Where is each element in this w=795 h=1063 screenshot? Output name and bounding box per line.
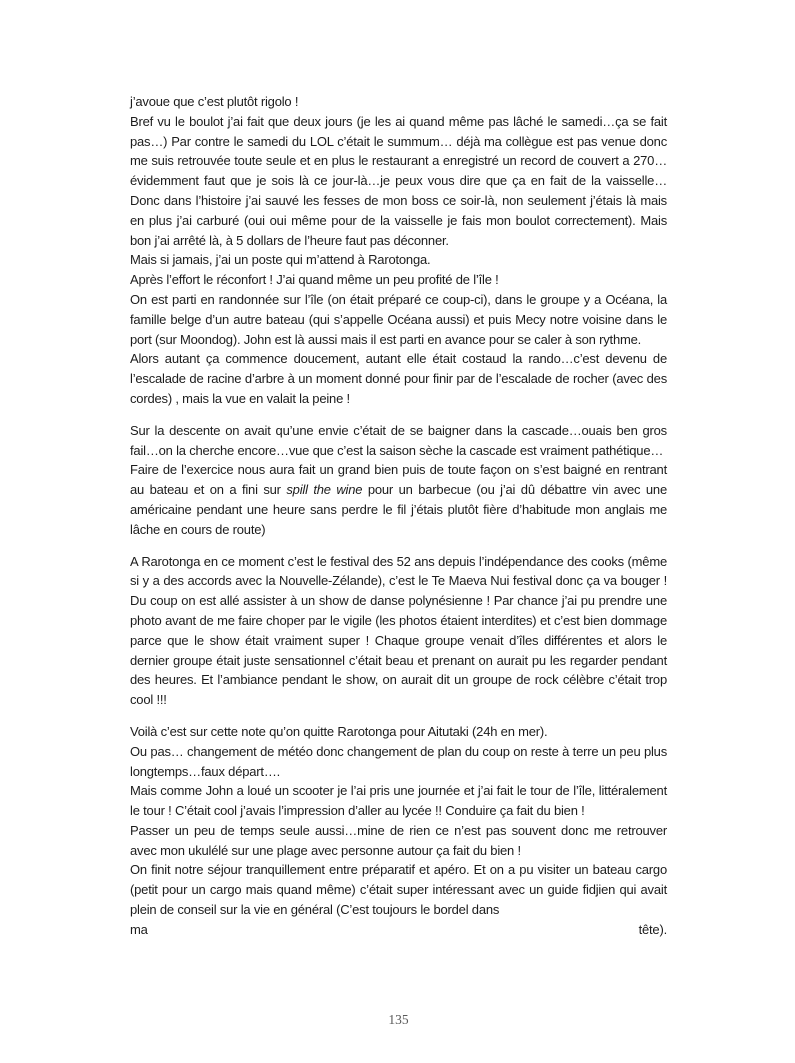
paragraph-14-last-line — [130, 920, 667, 940]
paragraph-14: On finit notre séjour tranquillement entre préparatif et apéro. Et on a pu visiter un bateau cargo (petit pour un cargo mais quand même) c’était super intéressant avec un guide fidjien qui avait plein de conseil sur la vie en général (C’est toujours le bordel dans — [130, 862, 667, 918]
paragraph-5: On est parti en randonnée sur l’île (on était préparé ce coup-ci), dans le groupe y a Océana, la famille belge d’un autre bateau (qui s’appelle Océana aussi) et puis Mecy notre voisine dans le port (sur Moondog). John est là aussi mais il est parti en avance pour se caler à son rythme. — [130, 291, 667, 347]
paragraph-12: Mais comme John a loué un scooter je l’ai pris une journée et j’ai fait le tour de l’île, littéralement le tour ! C’était cool j’avais l’impression d’aller au lycée !! Conduire ça fait du bien ! — [130, 783, 667, 819]
paragraph-13: Passer un peu de temps seule aussi…mine de rien ce n’est pas souvent donc me retrouver avec mon ukulélé sur une plage avec personne autour ça fait du bien ! — [130, 822, 667, 858]
paragraph-8 — [130, 460, 667, 539]
paragraph-9: A Rarotonga en ce moment c’est le festival des 52 ans depuis l’indépendance des cooks (même si y a des accords avec la Nouvelle-Zélande), c’est le Te Maeva Nui festival donc ça va bouger ! Du coup on est allé assister à un show de danse polynésienne ! Par chance j’ai pu prendre une photo avant de me faire choper par le vigile (les photos étaient interdites) et c’est bien dommage parce que le show était vraiment super ! Chaque groupe venait d’îles différentes et alors le dernier groupe était juste sensationnel c’était beau et prenant on aurait pu les regarder pendant des heures. Et l’ambiance pendant le show, on aurait dit un groupe de rock célèbre c’était trop cool !!! — [130, 553, 667, 708]
paragraph-11: Ou pas… changement de météo donc changement de plan du coup on reste à terre un peu plus longtemps…faux départ…. — [130, 743, 667, 779]
paragraph-6: Alors autant ça commence doucement, autant elle était costaud la rando…c’est devenu de l’escalade de racine d’arbre à un moment donné pour finir par de l’escalade de rocher (avec des cordes) , mais la vue en valait la peine ! — [130, 351, 667, 406]
paragraph-4: Après l’effort le réconfort ! J’ai quand même un peu profité de l’île ! — [130, 272, 499, 288]
text-column — [130, 92, 667, 940]
paragraph-2: Bref vu le boulot j’ai fait que deux jours (je les ai quand même pas lâché le samedi…ça se fait pas…) Par contre le samedi du LOL c’était le summum… déjà ma collègue est pas venue donc me suis retrouvée toute seule et en plus le restaurant a enregistré un record de couvert a 270…évidemment faut que je sois là ce jour-là…je peux vous dire que ça en fait de la vaisselle… Donc dans l’histoire j’ai sauvé les fesses de mon boss ce soir-là, non seulement j’étais là mais en plus j’ai carburé (oui oui même pour de la vaisselle je fais mon boulot correctement). Mais bon j’ai arrêté là, à 5 dollars de l’heure faut pas déconner. — [130, 113, 667, 248]
paragraph-1: j’avoue que c’est plutôt rigolo ! — [130, 94, 299, 109]
paragraph-7: Sur la descente on avait qu’une envie c’était de se baigner dans la cascade…ouais ben gros fail…on la cherche encore…vue que c’est la saison sèche la cascade est vraiment pathétique… — [130, 422, 667, 458]
song-title-italic: spill the wine — [286, 482, 363, 498]
last-line-left-word: ma — [130, 921, 148, 937]
last-line-right-word: tête). — [638, 921, 667, 937]
paragraph-8-text-start: Faire de l’exercice nous aura fait un grand bien puis de toute façon on s’est baigné en rentrant au bateau et on a fini sur — [130, 462, 667, 498]
page-number: 135 — [388, 1012, 409, 1027]
paragraph-3: Mais si jamais, j’ai un poste qui m’attend à Rarotonga. — [130, 252, 431, 268]
paragraph-8-text-end: pour un barbecue (ou j’ai dû débattre vin avec une américaine pendant une heure sans perdre le fil j’étais plutôt fière d’habitude mon anglais me lâche en cours de route) — [130, 482, 667, 537]
paragraph-10: Voilà c’est sur cette note qu’on quitte Rarotonga pour Aitutaki (24h en mer). — [130, 723, 548, 739]
